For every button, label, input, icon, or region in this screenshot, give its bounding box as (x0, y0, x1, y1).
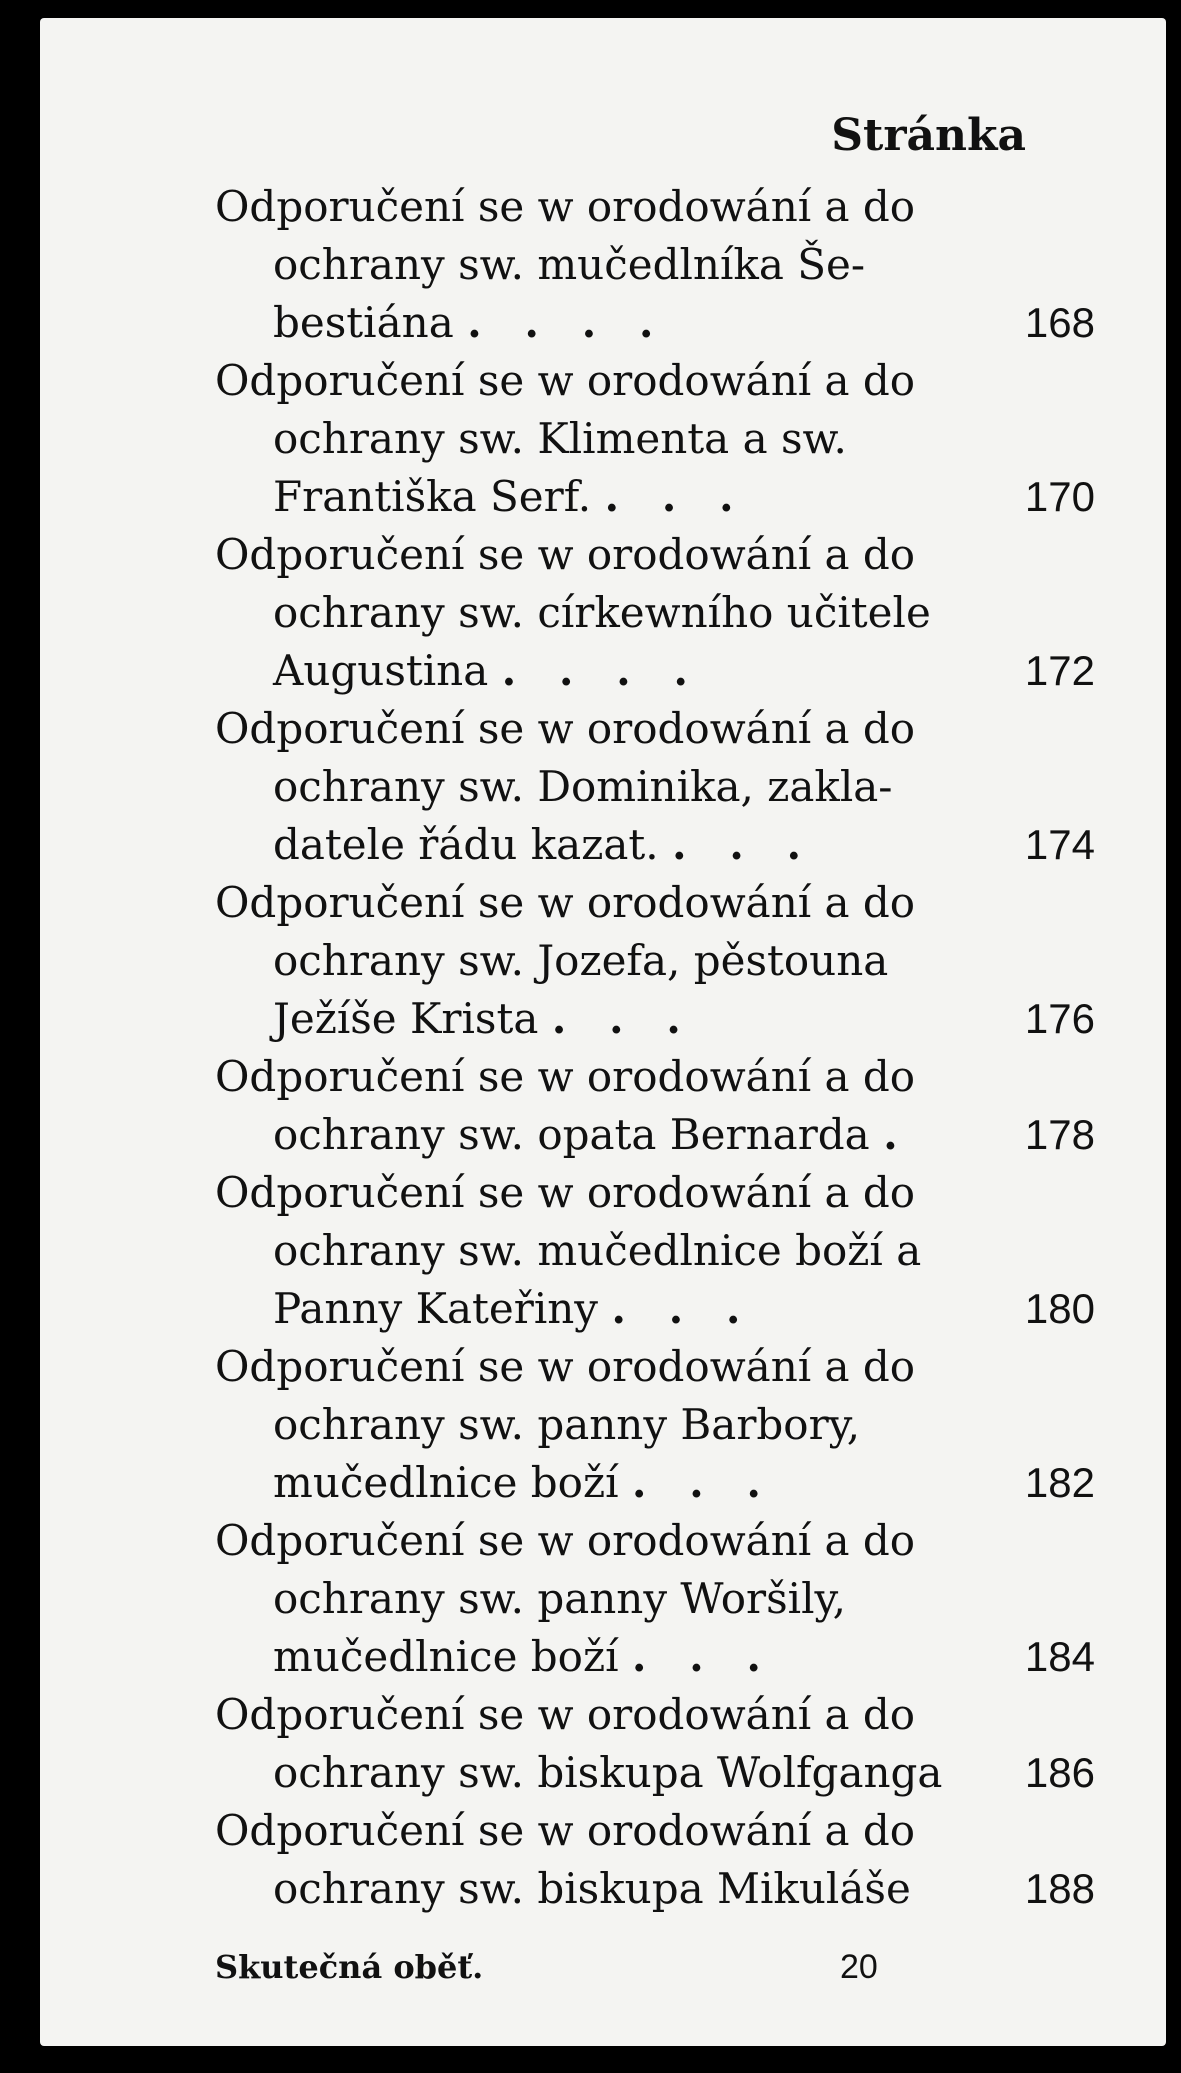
toc-entry-line (215, 1628, 1095, 1686)
table-of-contents (215, 178, 1095, 1918)
dot-leader: . . . (551, 994, 695, 1043)
toc-entry-line (215, 1164, 1095, 1222)
toc-entry-line (215, 1396, 1095, 1454)
toc-entry (215, 178, 1095, 352)
toc-entry-line (215, 932, 1095, 990)
toc-entry (215, 1048, 1095, 1164)
book-page (40, 18, 1166, 2046)
toc-entry-text: ochrany sw. mučedlníka Še- (273, 240, 866, 289)
toc-entry-text: Odporučení se w orodowání a do (215, 530, 916, 579)
toc-entry-line (215, 410, 1095, 468)
toc-entry-text: Ježíše Krista (273, 994, 539, 1043)
toc-entry-line (215, 642, 1095, 700)
toc-entry-line (215, 700, 1095, 758)
toc-page-number: 180 (1024, 1285, 1095, 1332)
toc-entry-text: Odporučení se w orodowání a do (215, 1342, 916, 1391)
toc-entry-text: Odporučení se w orodowání a do (215, 182, 916, 231)
toc-page-number: 184 (1024, 1633, 1095, 1680)
toc-entry (215, 700, 1095, 874)
toc-entry-line (215, 1802, 1095, 1860)
toc-entry-line (215, 352, 1095, 410)
toc-entry-line (215, 1222, 1095, 1280)
toc-entry-text: ochrany sw. opata Bernarda (273, 1110, 870, 1159)
toc-entry-line (215, 1860, 1095, 1918)
toc-entry-text: ochrany sw. mučedlnice boží a (273, 1226, 922, 1275)
toc-entry-line (215, 1280, 1095, 1338)
toc-entry-text: bestiána (273, 298, 454, 347)
toc-page-number: 174 (1024, 821, 1095, 868)
toc-entry-text: Augustina (273, 646, 489, 695)
toc-entry-line (215, 178, 1095, 236)
toc-page-number: 182 (1024, 1459, 1095, 1506)
toc-entry-text: ochrany sw. biskupa Wolfganga (273, 1748, 943, 1797)
toc-entry-text: ochrany sw. církewního učitele (273, 588, 931, 637)
dot-leader: . . . (611, 1284, 755, 1333)
toc-entry-text: ochrany sw. panny Barbory, (273, 1400, 861, 1449)
toc-entry-line (215, 1454, 1095, 1512)
toc-entry-line (215, 816, 1095, 874)
toc-entry (215, 526, 1095, 700)
toc-entry-text: Odporučení se w orodowání a do (215, 356, 916, 405)
toc-page-number: 168 (1024, 299, 1095, 346)
toc-entry (215, 1164, 1095, 1338)
dot-leader: . . . . (501, 646, 702, 695)
toc-entry-text: ochrany sw. Klimenta a sw. (273, 414, 847, 463)
toc-entry-text: Odporučení se w orodowání a do (215, 1690, 916, 1739)
toc-entry-line (215, 236, 1095, 294)
toc-page-number: 176 (1024, 995, 1095, 1042)
toc-page-number: 186 (1024, 1749, 1095, 1796)
sheet-number: 20 (840, 1948, 878, 1986)
toc-entry (215, 874, 1095, 1048)
toc-page-number: 170 (1024, 473, 1095, 520)
toc-entry-line (215, 468, 1095, 526)
toc-entry-text: Odporučení se w orodowání a do (215, 878, 916, 927)
toc-entry-text: ochrany sw. biskupa Mikuláše (273, 1864, 911, 1913)
toc-entry (215, 1338, 1095, 1512)
toc-page-number: 178 (1024, 1111, 1095, 1158)
toc-entry-line (215, 874, 1095, 932)
page-column-header: Stránka (831, 110, 1026, 161)
toc-entry (215, 352, 1095, 526)
toc-entry-text: ochrany sw. Jozefa, pěstouna (273, 936, 889, 985)
toc-entry-text: datele řádu kazat. (273, 820, 659, 869)
toc-entry-line (215, 1048, 1095, 1106)
toc-entry (215, 1802, 1095, 1918)
toc-entry-line (215, 294, 1095, 352)
page-footer (215, 1948, 915, 1986)
toc-entry-text: ochrany sw. panny Woršily, (273, 1574, 847, 1623)
dot-leader: . . . . (467, 298, 668, 347)
dot-leader: . (883, 1110, 912, 1159)
toc-entry-text: Panny Kateřiny (273, 1284, 599, 1333)
signature-mark: Skutečná oběť. (215, 1948, 484, 1986)
toc-entry-line (215, 526, 1095, 584)
toc-page-number: 172 (1024, 647, 1095, 694)
toc-entry-line (215, 1512, 1095, 1570)
toc-entry-line (215, 758, 1095, 816)
toc-entry (215, 1686, 1095, 1802)
dot-leader: . . . (631, 1458, 775, 1507)
toc-entry-text: Odporučení se w orodowání a do (215, 1806, 916, 1855)
toc-entry-text: Odporučení se w orodowání a do (215, 1516, 916, 1565)
toc-entry-text: mučedlnice boží (273, 1458, 619, 1507)
toc-entry-line (215, 1338, 1095, 1396)
toc-entry-line (215, 1686, 1095, 1744)
dot-leader: . . . (671, 820, 816, 869)
toc-entry-line (215, 1106, 1095, 1164)
toc-entry-text: mučedlnice boží (273, 1632, 619, 1681)
toc-entry-line (215, 1744, 1095, 1802)
toc-entry-text: Odporučení se w orodowání a do (215, 1168, 916, 1217)
toc-page-number: 188 (1024, 1865, 1095, 1912)
dot-leader: . . . (631, 1632, 775, 1681)
toc-entry-text: Odporučení se w orodowání a do (215, 1052, 916, 1101)
dot-leader: . . . (604, 472, 748, 521)
toc-entry-text: Františka Serf. (273, 472, 592, 521)
toc-entry-text: ochrany sw. Dominika, zakla- (273, 762, 893, 811)
toc-entry-line (215, 1570, 1095, 1628)
toc-entry (215, 1512, 1095, 1686)
toc-entry-line (215, 990, 1095, 1048)
toc-entry-text: Odporučení se w orodowání a do (215, 704, 916, 753)
toc-entry-line (215, 584, 1095, 642)
